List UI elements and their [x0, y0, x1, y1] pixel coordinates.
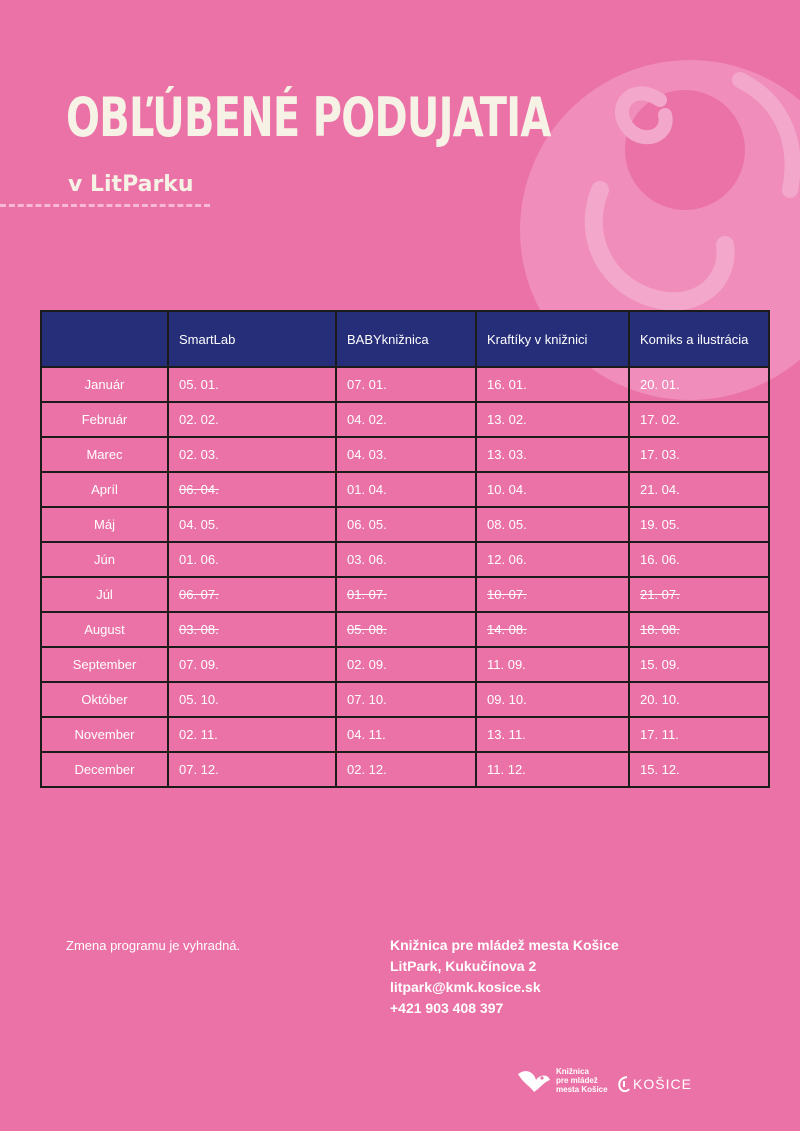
- date-text: 01. 04.: [347, 482, 387, 497]
- date-cell-cancelled: [336, 612, 476, 647]
- date-text: 02. 11.: [179, 727, 218, 742]
- date-cell-cancelled: [476, 577, 629, 612]
- kosice-logo: [617, 1075, 692, 1093]
- date-cell: [629, 682, 769, 717]
- month-cell: Jún: [41, 542, 168, 577]
- contact-phone: +421 903 408 397: [390, 1000, 504, 1016]
- month-cell: Júl: [41, 577, 168, 612]
- column-header-kraftiky: Kraftíky v knižnici: [476, 311, 629, 367]
- column-header-babyknižnica: BABYknižnica: [336, 311, 476, 367]
- events-schedule-table: [40, 310, 770, 788]
- date-text: 02. 12.: [347, 762, 387, 777]
- table-row: [41, 402, 769, 437]
- date-text: 02. 03.: [179, 447, 219, 462]
- month-cell: August: [41, 612, 168, 647]
- month-cell: Október: [41, 682, 168, 717]
- contact-info: [390, 935, 619, 1019]
- date-cell: [336, 367, 476, 402]
- table-row: [41, 542, 769, 577]
- month-cell: December: [41, 752, 168, 787]
- date-text: 10. 04.: [487, 482, 527, 497]
- date-cell: [629, 367, 769, 402]
- date-text: 15. 12.: [640, 762, 680, 777]
- date-text: 05. 08.: [347, 622, 387, 637]
- date-text: 06. 05.: [347, 517, 387, 532]
- table-row: [41, 717, 769, 752]
- month-cell: September: [41, 647, 168, 682]
- date-text: 07. 01.: [347, 377, 387, 392]
- table-row: [41, 682, 769, 717]
- date-cell: [476, 647, 629, 682]
- date-text: 18. 08.: [640, 622, 680, 637]
- date-text: 20. 01.: [640, 377, 680, 392]
- date-text: 01. 06.: [179, 552, 219, 567]
- page-subtitle: v LitParku: [68, 172, 194, 197]
- date-cell: [476, 542, 629, 577]
- date-text: 04. 11.: [347, 727, 386, 742]
- library-logo: [516, 1066, 608, 1094]
- date-text: 13. 03.: [487, 447, 527, 462]
- kosice-emblem-icon: [617, 1075, 631, 1093]
- date-text: 11. 12.: [487, 762, 526, 777]
- date-cell-cancelled: [629, 577, 769, 612]
- table-row: [41, 752, 769, 787]
- date-text: 10. 07.: [487, 587, 527, 602]
- date-cell: [476, 752, 629, 787]
- date-text: 03. 06.: [347, 552, 387, 567]
- date-text: 19. 05.: [640, 517, 680, 532]
- date-cell: [168, 647, 336, 682]
- date-text: 16. 01.: [487, 377, 527, 392]
- date-cell: [168, 717, 336, 752]
- date-text: 04. 02.: [347, 412, 387, 427]
- library-logo-line1: Knižnica: [556, 1066, 589, 1076]
- date-cell: [629, 507, 769, 542]
- date-text: 05. 10.: [179, 692, 219, 707]
- date-text: 04. 03.: [347, 447, 387, 462]
- date-cell: [629, 647, 769, 682]
- date-cell: [476, 507, 629, 542]
- date-text: 09. 10.: [487, 692, 527, 707]
- date-text: 07. 12.: [179, 762, 219, 777]
- column-header-smartlab: SmartLab: [168, 311, 336, 367]
- date-cell-cancelled: [476, 612, 629, 647]
- table-header-row: [41, 311, 769, 367]
- date-text: 02. 02.: [179, 412, 219, 427]
- contact-address: LitPark, Kukučínova 2: [390, 958, 537, 974]
- date-text: 06. 04.: [179, 482, 219, 497]
- date-cell: [168, 507, 336, 542]
- date-cell: [336, 647, 476, 682]
- date-cell: [629, 542, 769, 577]
- date-cell: [476, 717, 629, 752]
- dashed-divider: [0, 204, 210, 207]
- date-text: 07. 10.: [347, 692, 387, 707]
- date-cell-cancelled: [336, 577, 476, 612]
- month-cell: November: [41, 717, 168, 752]
- date-text: 16. 06.: [640, 552, 680, 567]
- date-cell: [168, 402, 336, 437]
- date-text: 02. 09.: [347, 657, 387, 672]
- date-text: 13. 02.: [487, 412, 527, 427]
- page-title: OBĽÚBENÉ PODUJATIA: [66, 86, 551, 149]
- date-cell-cancelled: [168, 577, 336, 612]
- library-logo-line2: pre mládež: [556, 1075, 598, 1085]
- month-cell: Január: [41, 367, 168, 402]
- date-cell: [336, 507, 476, 542]
- date-text: 03. 08.: [179, 622, 219, 637]
- date-text: 17. 02.: [640, 412, 680, 427]
- program-change-note: Zmena programu je vyhradná.: [66, 938, 241, 953]
- table-row: [41, 437, 769, 472]
- date-cell: [476, 437, 629, 472]
- column-header-month: [41, 311, 168, 367]
- date-text: 21. 07.: [640, 587, 680, 602]
- date-cell: [476, 472, 629, 507]
- date-cell: [336, 472, 476, 507]
- table-row: [41, 612, 769, 647]
- table-row: [41, 507, 769, 542]
- month-cell: Máj: [41, 507, 168, 542]
- date-cell: [629, 472, 769, 507]
- date-cell-cancelled: [168, 612, 336, 647]
- date-cell: [168, 437, 336, 472]
- date-cell: [629, 752, 769, 787]
- date-cell: [336, 402, 476, 437]
- date-text: 17. 11.: [640, 727, 679, 742]
- month-cell: Marec: [41, 437, 168, 472]
- date-text: 20. 10.: [640, 692, 680, 707]
- table-row: [41, 577, 769, 612]
- date-cell: [629, 717, 769, 752]
- date-cell: [168, 752, 336, 787]
- date-text: 13. 11.: [487, 727, 526, 742]
- kosice-logo-text: KOŠICE: [633, 1076, 692, 1092]
- date-text: 17. 03.: [640, 447, 680, 462]
- date-text: 05. 01.: [179, 377, 219, 392]
- date-cell: [476, 682, 629, 717]
- date-cell: [336, 437, 476, 472]
- date-cell: [336, 682, 476, 717]
- date-text: 21. 04.: [640, 482, 680, 497]
- month-cell: Apríl: [41, 472, 168, 507]
- date-text: 06. 07.: [179, 587, 219, 602]
- date-cell: [336, 542, 476, 577]
- date-cell: [629, 437, 769, 472]
- date-cell: [629, 402, 769, 437]
- date-cell: [168, 367, 336, 402]
- date-cell: [476, 367, 629, 402]
- date-cell: [336, 717, 476, 752]
- date-text: 07. 09.: [179, 657, 219, 672]
- contact-org: Knižnica pre mládež mesta Košice: [390, 937, 619, 953]
- date-text: 08. 05.: [487, 517, 527, 532]
- date-text: 15. 09.: [640, 657, 680, 672]
- month-cell: Február: [41, 402, 168, 437]
- date-text: 04. 05.: [179, 517, 219, 532]
- library-logo-line3: mesta Košice: [556, 1084, 608, 1094]
- date-cell: [168, 682, 336, 717]
- date-cell-cancelled: [168, 472, 336, 507]
- table-row: [41, 367, 769, 402]
- date-cell-cancelled: [629, 612, 769, 647]
- date-cell: [168, 542, 336, 577]
- column-header-komiks: Komiks a ilustrácia: [629, 311, 769, 367]
- date-cell: [336, 752, 476, 787]
- date-text: 12. 06.: [487, 552, 527, 567]
- bird-book-icon: [516, 1066, 552, 1094]
- date-cell: [476, 402, 629, 437]
- date-text: 01. 07.: [347, 587, 387, 602]
- table-row: [41, 472, 769, 507]
- date-text: 11. 09.: [487, 657, 526, 672]
- contact-email: litpark@kmk.kosice.sk: [390, 979, 541, 995]
- table-row: [41, 647, 769, 682]
- date-text: 14. 08.: [487, 622, 527, 637]
